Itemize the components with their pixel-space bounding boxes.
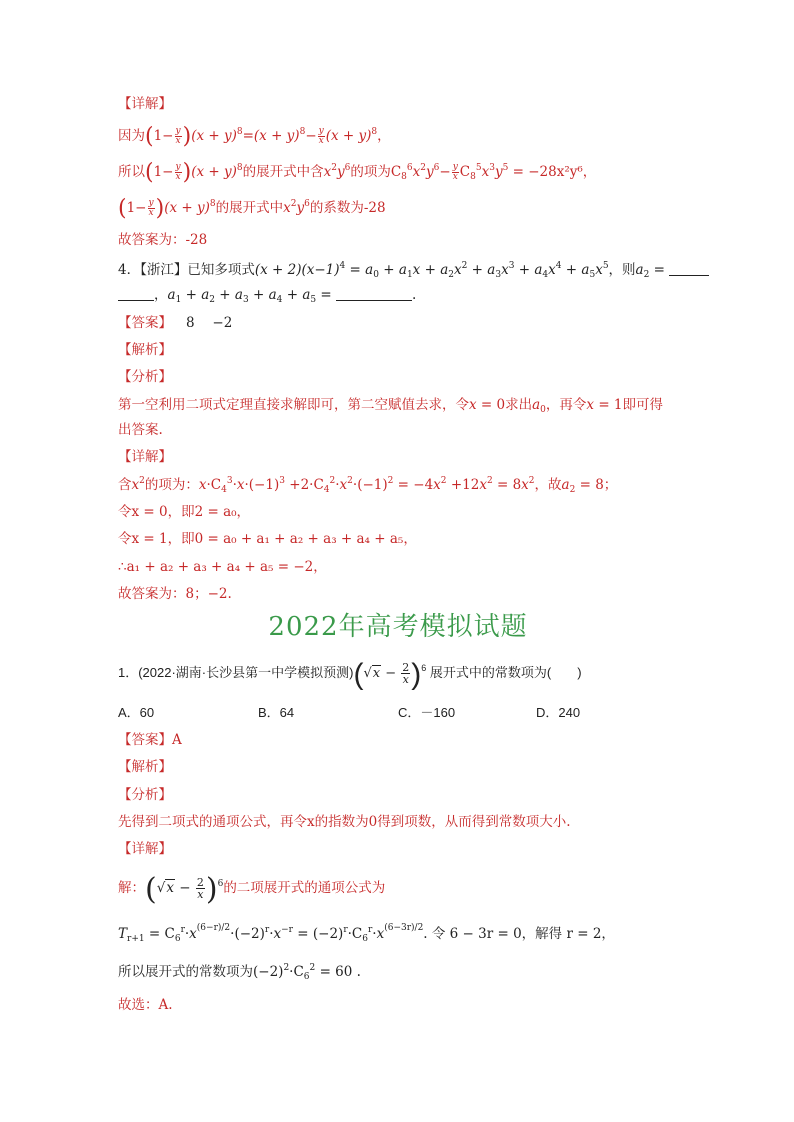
blank-2 — [336, 286, 412, 301]
option-b[interactable]: B．64 — [258, 705, 295, 720]
q4-answer — [118, 313, 232, 333]
detail-mid: 的项为： — [144, 477, 199, 493]
detail-tail: . 令 6 − 3r = 0，解得 r = 2， — [423, 926, 615, 942]
blank-1 — [669, 261, 709, 276]
explanation-line-1: 因为(1− $\frac{y}{x}$ )$(x + y)^8=(x + y)^8-$ $\frac{y}{x}$ $(x + y)^8$， — [118, 124, 391, 149]
q1-fenxi-line: 先得到二项式的通项公式，再令x的指数为0得到项数，从而得到常数项大小. — [118, 814, 571, 830]
fenxi-line-2: 出答案. — [118, 422, 163, 438]
line-suffix: 的系数为-28 — [309, 200, 386, 216]
answer-tag: 【答案】 — [118, 315, 172, 331]
detail-line-4: ∴a₁ + a₂ + a₃ + a₄ + a₅ = −2， — [118, 559, 327, 575]
blank-1-cont — [118, 286, 154, 301]
q1-detail-tag: 【详解】 — [118, 841, 172, 857]
detail-prefix: 解： — [118, 880, 145, 896]
detail-tail: = 60 . — [319, 964, 361, 980]
explanation-line-3: (1− $\frac{y}{x}$ )$(x + y)^8$的展开式中$x^2y^6$的系数为-28 — [118, 196, 386, 221]
option-c[interactable]: C．－160 — [398, 705, 456, 720]
line-result: = −28x²y⁶， — [512, 164, 597, 180]
stem-suffix: ，则 — [608, 262, 636, 278]
q1-analysis-tag: 【解析】 — [118, 759, 172, 775]
q1-final-line: 故选：A. — [118, 997, 173, 1013]
line-mid: 的展开式中 — [215, 200, 284, 216]
detail-suffix: ，故 — [534, 477, 562, 493]
stem-prefix: 1．(2022·湖南·长沙县第一中学模拟预测) — [118, 665, 354, 680]
line-prefix: 因为 — [118, 128, 145, 144]
stem-suffix: 展开式中的常数项为( ) — [429, 665, 582, 680]
detail-prefix: 含 — [118, 477, 132, 493]
option-a[interactable]: A．60 — [118, 705, 155, 720]
question-4-stem-2: ，$a_1 + a_2 + a_3 + a_4 + a_5$ = . — [118, 285, 416, 305]
question-1-stem: 1．(2022·湖南·长沙县第一中学模拟预测)(√x − $\frac{2}{x}$ )$^6$ 展开式中的常数项为( ) — [118, 658, 582, 691]
detail-suffix: 的二项展开式的通项公式为 — [223, 880, 386, 896]
detail-prefix: 所以展开式的常数项为 — [118, 964, 253, 980]
q1-detail-line-1: 解：(√x − $\frac{2}{x}$ )$^6$的二项展开式的通项公式为 — [118, 872, 386, 907]
q1-detail-line-2: $T_{r+1} = C_6^r\cdot x^{(6-r)/2}\cdot(-2)^r\cdot x^{-r} = (-2)^r\cdot C_6^r\cdot x^{(6-3r)/2}$. 令 6 − 3r = 0，解得 r = 2， — [118, 923, 615, 944]
answer-line: 故答案为：-28 — [118, 232, 208, 248]
fenxi-text-d: 即可得 — [622, 397, 664, 413]
fenxi-text-b: 求出 — [505, 397, 533, 413]
line-mid: 的展开式中含 — [242, 164, 324, 180]
q1-detail-line-3: 所以展开式的常数项为$(-2)^2\cdot C_6^2 = 60$ . — [118, 963, 361, 982]
q1-fenxi-tag: 【分析】 — [118, 787, 172, 803]
line-mid2: 的项为 — [350, 164, 391, 180]
answer-line-2: 故答案为：8；−2. — [118, 586, 232, 602]
fenxi-text-a: 第一空利用二项式定理直接求解即可，第二空赋值去求，令 — [118, 397, 469, 413]
question-4-stem: 4．【浙江】已知多项式$(x + 2)(x-1)^4 = a_0 + a_1x + a_2x^2 + a_3x^3 + a_4x^4 + a_5x^5$，则$a_2$ = — [118, 260, 709, 280]
line-prefix: 所以 — [118, 164, 145, 180]
detail-line-1: 含$x^2$的项为：$x\cdot C_4^3\cdot x\cdot(-1)^3 +2\cdot C_4^2\cdot x^2\cdot(-1)^2 = -4x^2 +12x^2 = 8x^2$，故$a_2 = 8$； — [118, 476, 618, 495]
analysis-tag: 【解析】 — [118, 342, 172, 358]
explanation-line-2: 所以(1− $\frac{y}{x}$ )$(x + y)^8$的展开式中含$x^2y^6$的项为$C_8^6x^2y^6-$ $\frac{y}{x}$ $C_8^5x^3y^5 = -28x^2y^6$， — [118, 160, 597, 185]
stem-prefix: 4．【浙江】已知多项式 — [118, 262, 255, 278]
fenxi-text-c: ，再令 — [545, 397, 587, 413]
detail-tag: 【详解】 — [118, 96, 172, 112]
detail-line-2: 令x = 0，即2 = a₀， — [118, 504, 251, 520]
detail-tag-2: 【详解】 — [118, 449, 172, 465]
q1-answer: 【答案】A — [118, 732, 182, 748]
answer-values: 8 −2 — [186, 315, 233, 331]
detail-line-3: 令x = 1，即0 = a₀ + a₁ + a₂ + a₃ + a₄ + a₅， — [118, 531, 417, 547]
fenxi-tag: 【分析】 — [118, 369, 172, 385]
option-d[interactable]: D．240 — [536, 705, 581, 720]
fenxi-line-1: 第一空利用二项式定理直接求解即可，第二空赋值去求，令x = 0求出$a_0$，再令x = 1即可得 — [118, 397, 664, 415]
section-title: 2022年高考模拟试题 — [268, 612, 528, 642]
